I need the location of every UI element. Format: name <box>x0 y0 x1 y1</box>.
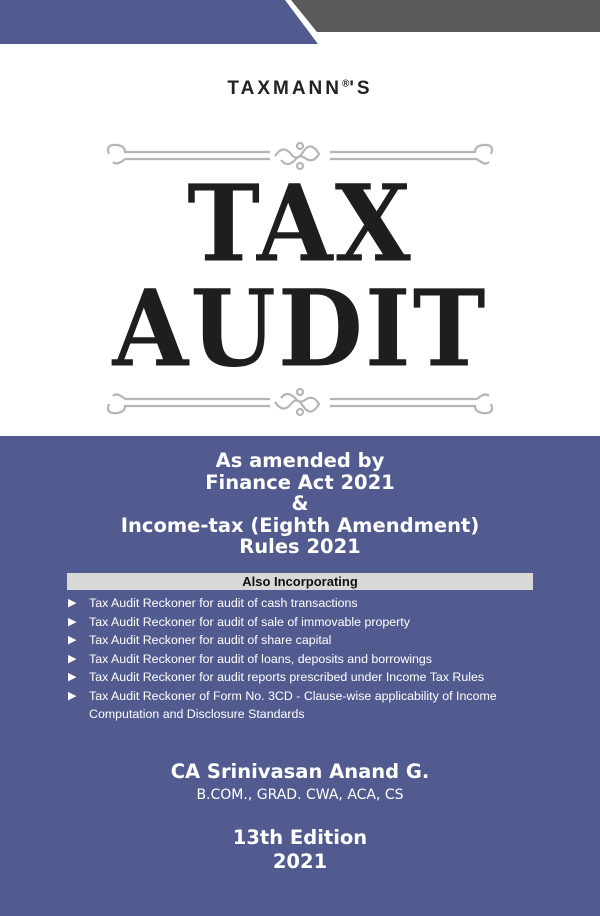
publisher-suffix: 'S <box>349 78 373 99</box>
registered-mark: ® <box>342 78 350 90</box>
edition-year: 2021 <box>272 850 328 873</box>
list-item <box>67 668 547 687</box>
author-name: CA Srinivasan Anand G. <box>170 760 430 783</box>
also-incorporating-list <box>67 594 547 724</box>
list-item-text: Tax Audit Reckoner for audit of cash transactions <box>89 596 358 610</box>
list-item <box>67 613 547 632</box>
amendment-line-5: Rules 2021 <box>239 535 361 558</box>
list-item-text: Tax Audit Reckoner of Form No. 3CD - Clause-wise applicability of Income <box>89 688 497 703</box>
amendment-line-2: Finance Act 2021 <box>205 470 395 494</box>
list-item-text: Tax Audit Reckoner for audit reports prescribed under Income Tax Rules <box>89 670 485 684</box>
triangle-right-icon: ▶ <box>68 615 77 628</box>
triangle-right-icon: ▶ <box>68 634 77 646</box>
also-incorporating-heading: Also Incorporating <box>67 573 533 590</box>
top-color-band <box>0 0 600 44</box>
list-item-text: Tax Audit Reckoner for audit of loans, deposits and borrowings <box>89 651 433 666</box>
triangle-right-icon: ▶ <box>68 652 77 665</box>
list-item <box>67 631 547 650</box>
list-item <box>67 687 547 724</box>
amendment-line-4: Income-tax (Eighth Amendment) <box>120 513 480 537</box>
amendment-block <box>0 450 600 558</box>
author-qualifications: B.COM., GRAD. CWA, ACA, CS <box>196 787 404 803</box>
list-item-text: Tax Audit Reckoner for audit of sale of immovable property <box>89 614 410 629</box>
triangle-right-icon: ▶ <box>68 671 77 683</box>
publisher-brand: TAXMANN <box>227 78 342 99</box>
title-line-audit: AUDIT <box>112 267 488 392</box>
top-band-blue <box>0 0 318 44</box>
amendment-line-1: As amended by <box>215 449 385 472</box>
list-item <box>67 650 547 669</box>
list-item-text-continued: Computation and Disclosure Standards <box>89 707 305 721</box>
triangle-right-icon: ▶ <box>68 689 77 702</box>
triangle-right-icon: ▶ <box>68 597 77 609</box>
list-item-text: Tax Audit Reckoner for audit of share capital <box>89 633 332 647</box>
ornament-bottom-icon <box>105 380 495 420</box>
amendment-line-3: & <box>291 492 309 515</box>
list-item <box>67 594 547 613</box>
title-line-tax: TAX <box>187 162 413 287</box>
publisher-name <box>0 78 600 100</box>
top-band-dark <box>291 0 600 32</box>
edition-label: 13th Edition <box>232 826 368 849</box>
